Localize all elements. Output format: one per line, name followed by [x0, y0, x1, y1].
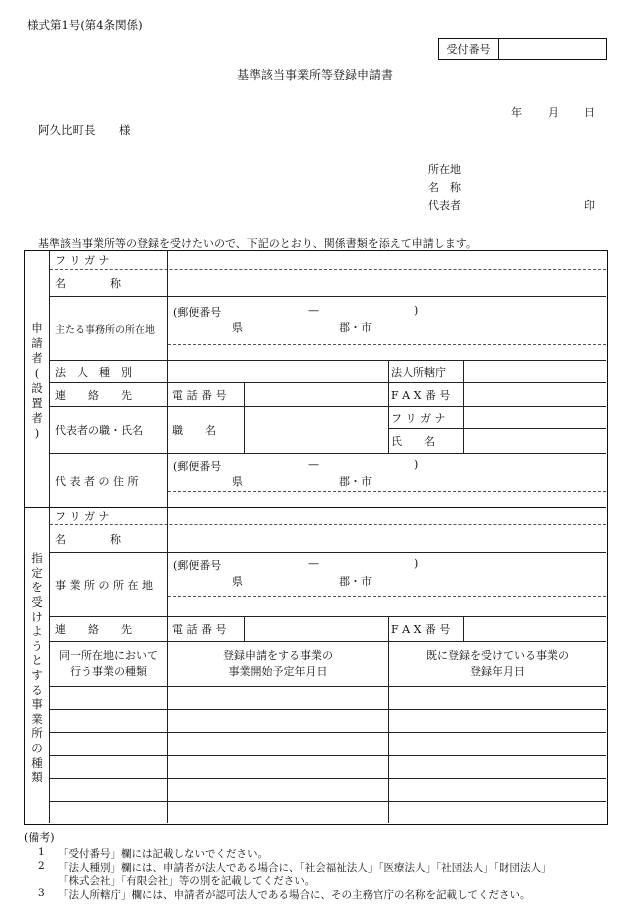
rep-name-field[interactable] — [465, 429, 605, 453]
note-text: 「受付番号」欄には記載しないでください。 — [58, 848, 268, 860]
receipt-number-field[interactable] — [499, 39, 605, 58]
table-row[interactable] — [50, 687, 167, 709]
table-row[interactable] — [50, 802, 167, 823]
office-address-field[interactable] — [168, 553, 606, 616]
applicant-name-label: 名 称 — [428, 181, 461, 194]
applicant-phone-field[interactable] — [246, 383, 387, 406]
rep-furigana-field[interactable] — [465, 407, 605, 428]
applicant-phone-label: 電 話 番 号 — [172, 388, 227, 402]
office-address-label: 事 業 所 の 所 在 地 — [55, 578, 153, 592]
note-text: 「株式会社」「有限会社」等の別を記載してください。 — [58, 875, 316, 887]
corp-type-field[interactable] — [169, 361, 387, 382]
gun-shi-label: 郡・市 — [339, 321, 372, 334]
receipt-number-label: 受付番号 — [446, 42, 491, 56]
receipt-number-box — [438, 38, 607, 60]
table-row[interactable] — [50, 779, 167, 801]
rep-furigana-label: フ リ ガ ナ — [391, 411, 446, 425]
addressee: 阿久比町長 — [38, 123, 96, 137]
col-registered-date-header: 既に登録を受けている事業の 登録年月日 — [426, 648, 569, 678]
applicant-rep-label: 代表者 — [428, 199, 461, 212]
office-fax-field[interactable] — [465, 617, 605, 641]
postal-close: ) — [414, 304, 419, 317]
col-start-date-header: 登録申請をする事業の 事業開始予定年月日 — [223, 648, 333, 678]
document-title: 基準該当事業所等登録申請書 — [236, 68, 393, 82]
main-office-address-field[interactable] — [168, 297, 606, 360]
applicant-side-label: 申 請 者 ( 設 置 者 ) — [31, 321, 43, 440]
postal-close: ) — [414, 557, 419, 570]
note-text: 「法人種別」欄には、申請者が法人である場合に、「社会福祉法人」「医療法人」「社団法人」「財団法人」 — [58, 862, 552, 874]
rep-address-label: 代 表 者 の 住 所 — [55, 474, 139, 488]
applicant-furigana-label: フ リ ガ ナ — [55, 254, 110, 267]
note-number: 1 — [38, 846, 45, 858]
notes-title: (備考) — [24, 831, 55, 844]
applicant-fax-label: F A X 番 号 — [391, 388, 451, 402]
prefecture-label: 県 — [232, 475, 243, 488]
corp-authority-label: 法人所轄庁 — [391, 365, 446, 379]
office-type-side-label: 指 定 を 受 け よ う と す る 事 業 所 の 種 類 — [31, 551, 43, 785]
seal-mark: 印 — [584, 199, 595, 212]
application-form-table — [24, 250, 608, 825]
date-month-label: 月 — [548, 106, 559, 119]
application-statement: 基準該当事業所等の登録を受けたいので、下記のとおり、関係書類を添えて申請します。 — [38, 237, 477, 250]
prefecture-label: 県 — [232, 575, 243, 588]
applicant-furigana-field[interactable] — [169, 251, 605, 269]
postal-label: (郵便番号 — [173, 460, 222, 473]
applicant-fax-field[interactable] — [465, 383, 605, 406]
office-furigana-label: フ リ ガ ナ — [55, 510, 110, 523]
postal-dash: — — [308, 458, 319, 471]
form-number: 様式第1号(第4条関係) — [27, 18, 143, 32]
rep-address-field[interactable] — [168, 454, 606, 507]
office-furigana-field[interactable] — [169, 508, 605, 524]
table-row[interactable] — [50, 733, 167, 755]
prefecture-label: 県 — [232, 321, 243, 334]
postal-close: ) — [414, 458, 419, 471]
office-phone-label: 電 話 番 号 — [172, 623, 227, 636]
applicant-name-field[interactable] — [169, 270, 605, 296]
table-row[interactable] — [50, 710, 167, 732]
postal-dash: — — [308, 557, 319, 570]
date-year-label: 年 — [511, 106, 522, 119]
office-contact-label: 連 絡 先 — [55, 623, 132, 636]
postal-label: (郵便番号 — [173, 306, 222, 319]
addressee-honorific: 様 — [119, 123, 131, 137]
applicant-address-label: 所在地 — [428, 163, 461, 176]
rep-position-name-label: 代表者の職・氏名 — [55, 424, 143, 437]
corp-authority-field[interactable] — [465, 361, 605, 382]
office-phone-field[interactable] — [246, 617, 387, 641]
rep-position-field[interactable] — [246, 407, 387, 453]
corp-type-label: 法 人 種 別 — [55, 365, 132, 379]
applicant-name-label: 名 称 — [55, 277, 121, 290]
date-day-label: 日 — [584, 106, 595, 119]
rep-position-label: 職 名 — [172, 424, 216, 437]
note-text: 「法人所轄庁」欄には、申請者が認可法人である場合に、その主務官庁の名称を記載してください。 — [58, 889, 531, 901]
rep-name-label: 氏 名 — [391, 435, 435, 448]
postal-dash: — — [308, 304, 319, 317]
note-number: 2 — [38, 860, 45, 872]
col-business-type-header: 同一所在地において 行う事業の種類 — [59, 648, 158, 678]
note-number: 3 — [38, 887, 45, 899]
gun-shi-label: 郡・市 — [339, 475, 372, 488]
gun-shi-label: 郡・市 — [339, 575, 372, 588]
applicant-contact-label: 連 絡 先 — [55, 388, 132, 402]
office-name-label: 名 称 — [55, 532, 121, 546]
office-name-field[interactable] — [169, 525, 605, 552]
main-office-address-label: 主たる事務所の所在地 — [55, 325, 155, 336]
table-row[interactable] — [50, 756, 167, 778]
office-fax-label: F A X 番 号 — [391, 623, 451, 636]
postal-label: (郵便番号 — [173, 559, 222, 572]
